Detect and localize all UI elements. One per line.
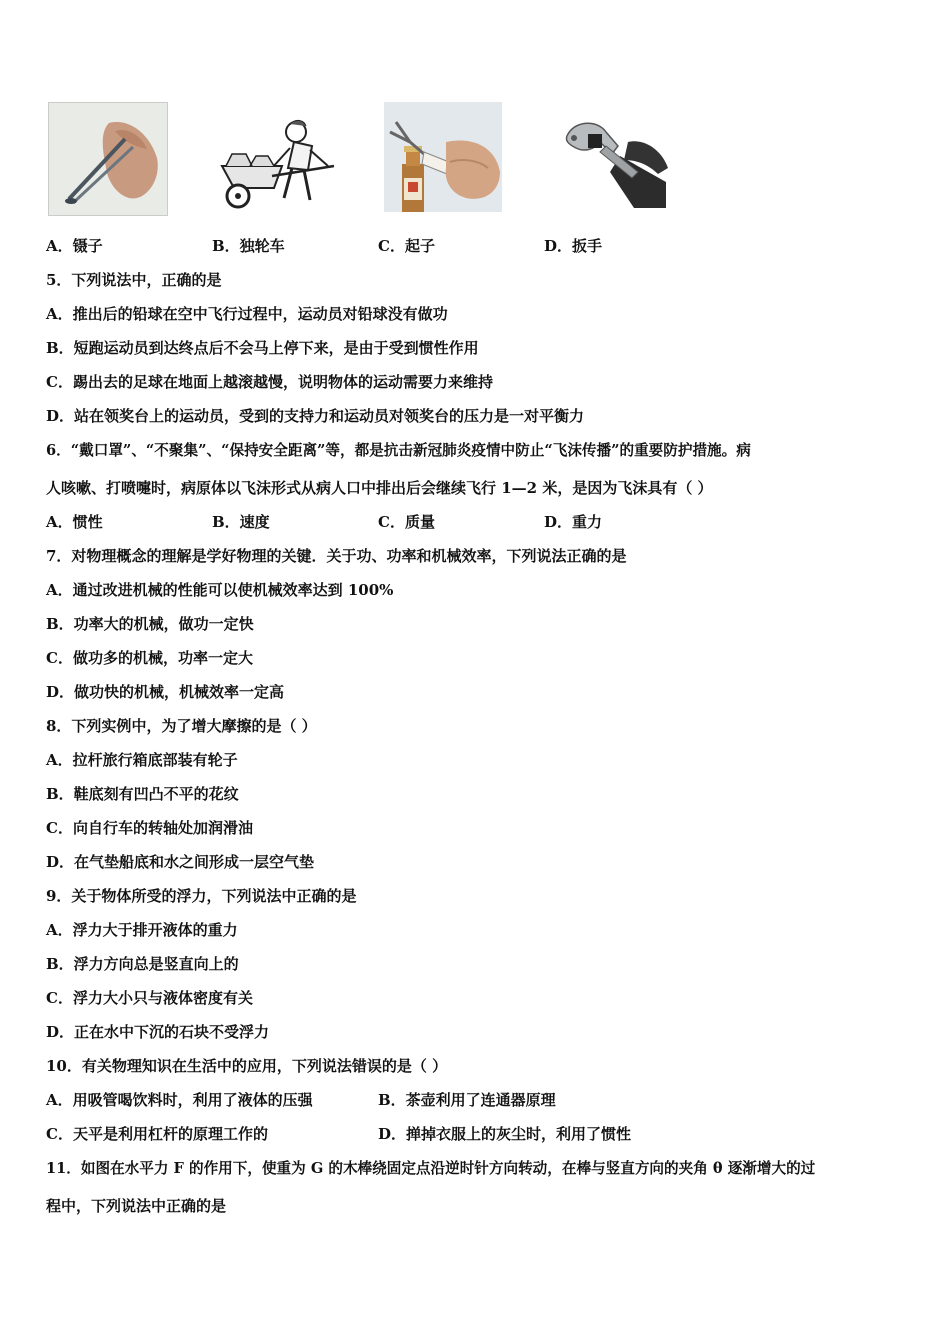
q8-option-c: C．向自行车的转轴处加润滑油: [46, 819, 253, 837]
q5-option-a: A．推出后的铅球在空中飞行过程中，运动员对铅球没有做功: [46, 305, 448, 323]
q4-option-d: D．扳手: [544, 237, 603, 255]
q10-option-a: A．用吸管喝饮料时，利用了液体的压强: [46, 1091, 313, 1109]
q7-option-a: A．通过改进机械的性能可以使机械效率达到 100%: [46, 581, 394, 599]
q9-stem: 9．关于物体所受的浮力，下列说法中正确的是: [46, 887, 357, 905]
tweezers-image: [48, 102, 168, 216]
q8-option-b: B．鞋底刻有凹凸不平的花纹: [46, 785, 239, 803]
q6-option-d: D．重力: [544, 513, 603, 531]
q6-option-a: A．惯性: [46, 513, 103, 531]
q7-stem: 7．对物理概念的理解是学好物理的关键．关于功、功率和机械效率，下列说法正确的是: [46, 547, 627, 565]
q11-stem-line1: 11．如图在水平力 F 的作用下，使重为 G 的木棒绕固定点沿逆时针方向转动，在棒与竖直方向的夹角 θ 逐渐增大的过: [46, 1160, 816, 1177]
wrench-icon: [558, 112, 670, 208]
q10-option-b: B．茶壶利用了连通器原理: [378, 1091, 556, 1109]
q4-option-b: B．独轮车: [212, 237, 285, 255]
q5-stem: 5．下列说法中，正确的是: [46, 271, 222, 289]
q10-stem: 10．有关物理知识在生活中的应用，下列说法错误的是（ ）: [46, 1057, 448, 1075]
q7-option-d: D．做功快的机械，机械效率一定高: [46, 683, 285, 701]
q6-option-c: C．质量: [378, 513, 435, 531]
wheelbarrow-icon: [212, 110, 340, 214]
q10-option-d: D．掸掉衣服上的灰尘时，利用了惯性: [378, 1125, 632, 1143]
q9-option-c: C．浮力大小只与液体密度有关: [46, 989, 253, 1007]
q4-option-c: C．起子: [378, 237, 435, 255]
q11-stem-line2: 程中，下列说法中正确的是: [46, 1197, 227, 1215]
tweezers-icon: [49, 103, 167, 215]
q6-stem-line1: 6．“戴口罩”、“不聚集”、“保持安全距离”等，都是抗击新冠肺炎疫情中防止“飞沫传播”的重要防护措施。病: [46, 442, 751, 459]
q10-option-c: C．天平是利用杠杆的原理工作的: [46, 1125, 268, 1143]
q8-option-d: D．在气垫船底和水之间形成一层空气垫: [46, 853, 315, 871]
q6-option-b: B．速度: [212, 513, 270, 531]
bottle-opener-image: [384, 102, 502, 212]
wrench-image: [558, 112, 670, 208]
wheelbarrow-image: [212, 110, 340, 214]
q5-option-b: B．短跑运动员到达终点后不会马上停下来，是由于受到惯性作用: [46, 339, 479, 357]
q6-stem-line2: 人咳嗽、打喷嚏时，病原体以飞沫形式从病人口中排出后会继续飞行 1—2 米，是因为飞沫具有（ ）: [46, 479, 713, 497]
q7-option-c: C．做功多的机械，功率一定大: [46, 649, 253, 667]
q4-option-a: A．镊子: [46, 237, 103, 255]
q9-option-a: A．浮力大于排开液体的重力: [46, 921, 238, 939]
q5-option-c: C．踢出去的足球在地面上越滚越慢，说明物体的运动需要力来维持: [46, 373, 493, 391]
q7-option-b: B．功率大的机械，做功一定快: [46, 615, 254, 633]
bottle-opener-icon: [384, 102, 502, 212]
q8-stem: 8．下列实例中，为了增大摩擦的是（ ）: [46, 717, 317, 735]
q5-option-d: D．站在领奖台上的运动员，受到的支持力和运动员对领奖台的压力是一对平衡力: [46, 407, 585, 425]
q9-option-b: B．浮力方向总是竖直向上的: [46, 955, 239, 973]
q9-option-d: D．正在水中下沉的石块不受浮力: [46, 1023, 270, 1041]
q8-option-a: A．拉杆旅行箱底部装有轮子: [46, 751, 238, 769]
